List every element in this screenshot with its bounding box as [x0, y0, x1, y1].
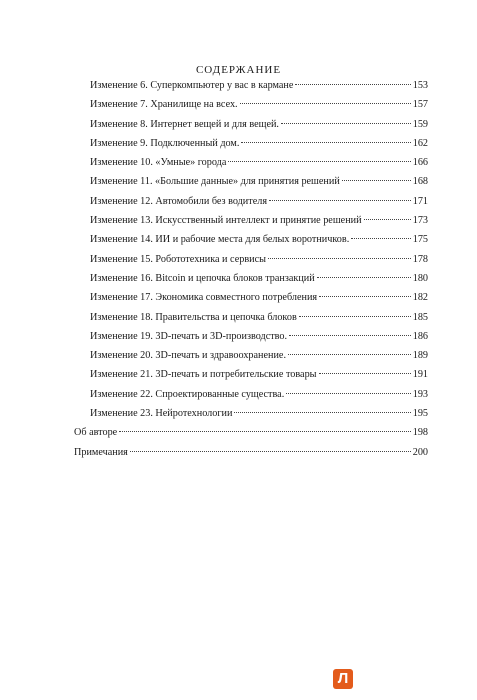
- toc-entry: [74, 119, 428, 138]
- toc-entry-page: 153: [412, 80, 428, 91]
- toc-entry-label: Изменение 8. Интернет вещей и для вещей.: [90, 118, 279, 130]
- toc-entry-page: 186: [412, 330, 428, 342]
- toc-entry-page: 162: [412, 137, 428, 149]
- toc-entry-label: Изменение 13. Искусственный интеллект и принятие решений: [90, 215, 362, 227]
- toc-entry-label: Изменение 10. «Умные» города: [90, 157, 227, 169]
- toc-entry-page: 182: [412, 292, 428, 304]
- toc-entry-page: 191: [412, 369, 428, 381]
- dot-leader: [281, 123, 411, 124]
- toc-entry: [74, 99, 428, 118]
- toc-entry: [74, 254, 428, 273]
- toc-entry-page: 200: [412, 446, 428, 458]
- toc-entry-label: Изменение 22. Спроектированные существа.: [90, 388, 285, 400]
- toc-entry: [74, 80, 428, 99]
- toc-entry-label: Изменение 9. Подключенный дом.: [90, 137, 240, 149]
- dot-leader: [319, 296, 411, 297]
- toc-entry-page: 166: [412, 157, 428, 169]
- dot-leader: [268, 258, 411, 259]
- dot-leader: [234, 412, 410, 413]
- toc-entry: [74, 215, 428, 234]
- toc-entry-label: Изменение 21. 3D-печать и потребительские товары: [90, 369, 317, 381]
- toc-entry-label: Примечания: [74, 446, 128, 458]
- toc-entry-label: Об авторе: [74, 427, 118, 439]
- toc-entry: [74, 389, 428, 408]
- toc-entry-label: Изменение 14. ИИ и рабочие места для белых воротничков.: [90, 234, 350, 246]
- toc-entry-page: 168: [412, 176, 428, 188]
- toc-entry-label: Изменение 20. 3D-печать и здравоохранение.: [90, 350, 286, 362]
- toc-entry: [74, 176, 428, 195]
- dot-leader: [119, 431, 411, 432]
- toc-entry-page: 198: [412, 427, 428, 439]
- toc-entry-label: Изменение 23. Нейротехнологии: [90, 408, 233, 420]
- toc-entry-label: Изменение 16. Bitcoin и цепочка блоков транзакций: [90, 272, 315, 284]
- toc-entry: [74, 273, 428, 292]
- dot-leader: [228, 161, 410, 162]
- toc-entry-page: 193: [412, 388, 428, 400]
- dot-leader: [319, 373, 411, 374]
- toc-entry-label: Изменение 17. Экономика совместного потребления: [90, 292, 318, 304]
- toc-entry-label: Изменение 19. 3D-печать и 3D-производство.: [90, 330, 288, 342]
- toc-entry: [74, 234, 428, 253]
- toc-entry-page: 159: [412, 118, 428, 130]
- toc-entry-label: Изменение 15. Робототехника и сервисы: [90, 253, 266, 265]
- toc-entry-label: Изменение 6. Суперкомпьютер у вас в кармане: [90, 80, 294, 91]
- toc-entry-page: 178: [412, 253, 428, 265]
- toc-entry-page: 173: [412, 215, 428, 227]
- toc-entry-page: 185: [412, 311, 428, 323]
- dot-leader: [130, 451, 411, 452]
- dot-leader: [240, 103, 411, 104]
- toc-entry-page: 175: [412, 234, 428, 246]
- dot-leader: [269, 200, 411, 201]
- toc-entry: [74, 447, 428, 466]
- dot-leader: [364, 219, 411, 220]
- dot-leader: [286, 393, 410, 394]
- toc-entry-label: Изменение 12. Автомобили без водителя: [90, 195, 268, 207]
- toc-entry: [74, 331, 428, 350]
- toc-entry: [74, 138, 428, 157]
- toc-title: СОДЕРЖАНИЕ: [195, 64, 282, 76]
- toc-entry: [74, 427, 428, 446]
- toc-entry-label: Изменение 11. «Большие данные» для принятия решений: [90, 176, 340, 188]
- publisher-logo-icon: Л: [333, 669, 353, 689]
- dot-leader: [289, 335, 411, 336]
- table-of-contents: [74, 80, 428, 466]
- dot-leader: [317, 277, 411, 278]
- dot-leader: [295, 84, 410, 85]
- toc-entry-page: 180: [412, 272, 428, 284]
- toc-entry-label: Изменение 18. Правительства и цепочка блоков: [90, 311, 297, 323]
- toc-entry-page: 189: [412, 350, 428, 362]
- dot-leader: [351, 238, 410, 239]
- toc-entry-page: 157: [412, 99, 428, 111]
- dot-leader: [241, 142, 410, 143]
- toc-entry: [74, 369, 428, 388]
- toc-entry: [74, 292, 428, 311]
- toc-entry-page: 195: [412, 408, 428, 420]
- dot-leader: [288, 354, 411, 355]
- toc-entry-page: 171: [412, 195, 428, 207]
- dot-leader: [299, 316, 411, 317]
- toc-entry: [74, 408, 428, 427]
- toc-entry-label: Изменение 7. Хранилище на всех.: [90, 99, 238, 111]
- toc-entry: [74, 157, 428, 176]
- toc-entry: [74, 196, 428, 215]
- dot-leader: [342, 180, 411, 181]
- toc-entry: [74, 350, 428, 369]
- toc-entry: [74, 312, 428, 331]
